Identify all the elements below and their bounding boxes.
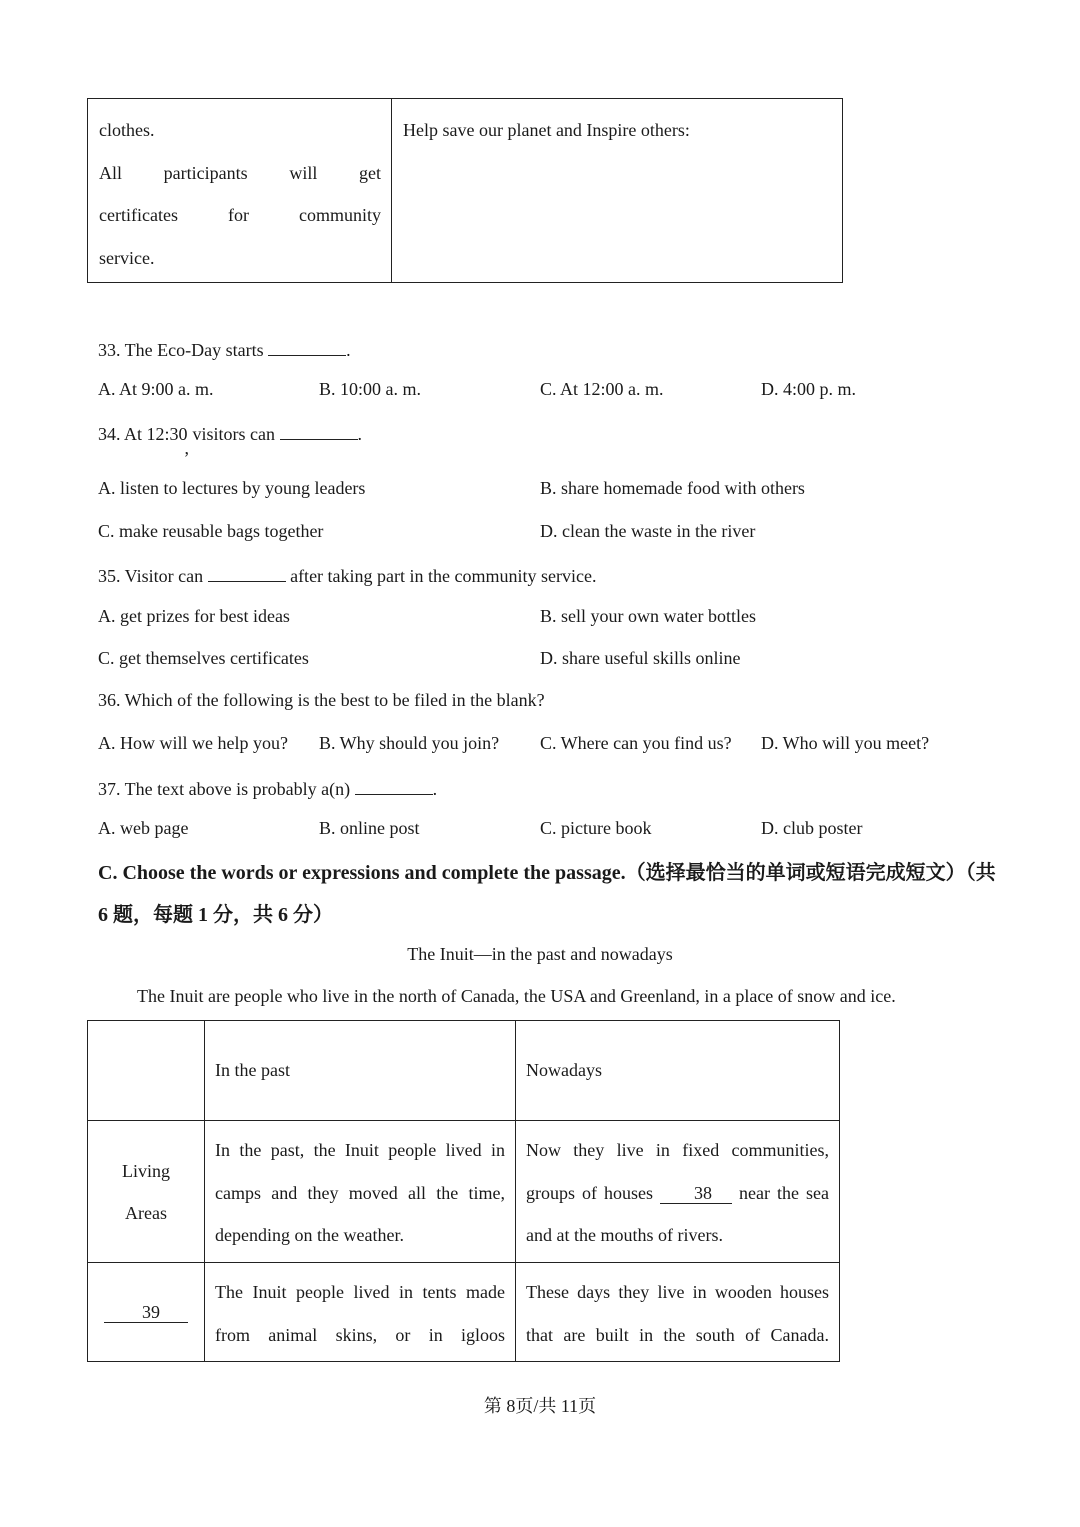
housing-now-cell: [516, 1263, 840, 1362]
living-areas-label-line1: Living: [122, 1160, 170, 1181]
left-line-1: clothes.: [99, 120, 155, 140]
q34-option-a[interactable]: A. listen to lectures by young leaders: [98, 478, 366, 498]
q37-option-b[interactable]: B. online post: [319, 818, 420, 838]
question-33-suffix: .: [346, 340, 351, 360]
question-37-suffix: .: [432, 779, 438, 799]
q37-option-c[interactable]: C. picture book: [540, 818, 652, 838]
question-34: [98, 421, 363, 458]
q36-option-d[interactable]: D. Who will you meet?: [761, 733, 930, 753]
living-areas-past-text: In the past, the Inuit people lived in camps and they moved all the time, depending on the weather.: [215, 1140, 505, 1245]
question-37: [98, 776, 437, 800]
answer-blank-38[interactable]: 38: [660, 1183, 732, 1204]
q34-option-c[interactable]: C. make reusable bags together: [98, 521, 324, 541]
q33-option-d[interactable]: D. 4:00 p. m.: [761, 379, 857, 399]
q35-option-c[interactable]: C. get themselves certificates: [98, 648, 309, 668]
q35-option-b[interactable]: B. sell your own water bottles: [540, 606, 756, 626]
question-34-mid: visitors can: [188, 424, 280, 444]
passage-title: The Inuit—in the past and nowadays: [407, 944, 673, 964]
question-34-prefix: 34. At 12:30: [98, 424, 188, 444]
page-footer: 第 8页/共 11页: [483, 1396, 597, 1416]
left-line-3: certificates for community: [99, 205, 381, 225]
question-35-prefix: 35. Visitor can: [98, 566, 208, 586]
header-past-cell: [205, 1021, 516, 1121]
q37-option-a[interactable]: A. web page: [98, 818, 189, 838]
event-info-table: [87, 98, 843, 283]
q33-option-a[interactable]: A. At 9:00 a. m.: [98, 379, 214, 399]
living-areas-now-text: [526, 1129, 829, 1257]
question-35: [98, 563, 596, 587]
inuit-comparison-table: [87, 1020, 840, 1362]
header-empty-cell: [88, 1021, 205, 1121]
left-line-2: All participants will get: [99, 162, 381, 183]
living-areas-now-cell: [516, 1121, 840, 1263]
housing-past-cell: [205, 1263, 516, 1362]
living-areas-now-before: Now they live in fixed communities, groups of houses: [526, 1140, 829, 1203]
q33-option-b[interactable]: B. 10:00 a. m.: [319, 379, 421, 399]
living-areas-now-after: near the sea and at the mouths of rivers.: [526, 1182, 829, 1245]
header-nowadays-cell: [516, 1021, 840, 1121]
header-past-label: In the past: [215, 1060, 290, 1080]
question-36: 36. Which of the following is the best to be filed in the blank?: [98, 690, 545, 710]
question-37-prefix: 37. The text above is probably a(n): [98, 779, 355, 799]
housing-now-text: These days they live in wooden houses that are built in the south of Canada.: [526, 1282, 829, 1345]
event-info-left-cell: [88, 99, 392, 283]
q36-option-c[interactable]: C. Where can you find us?: [540, 733, 732, 753]
q37-option-d[interactable]: D. club poster: [761, 818, 863, 838]
section-c-heading: C. Choose the words or expressions and complete the passage.（选择最恰当的单词或短语完成短文）（共 6 题，每题 1 分，共 6 分）: [98, 862, 996, 926]
question-35-suffix: after taking part in the community service.: [285, 566, 597, 586]
question-34-comma: ,: [184, 438, 190, 458]
answer-blank-33[interactable]: [268, 337, 346, 356]
q35-option-d[interactable]: D. share useful skills online: [540, 648, 741, 668]
passage-intro: The Inuit are people who live in the north of Canada, the USA and Greenland, in a place of snow and ice.: [137, 986, 896, 1006]
answer-blank-35[interactable]: [208, 563, 286, 582]
living-areas-past-cell: [205, 1121, 516, 1263]
question-34-suffix: .: [357, 424, 363, 444]
question-33-prefix: 33. The Eco-Day starts: [98, 340, 269, 360]
housing-past-text: The Inuit people lived in tents made from animal skins, or in igloos: [215, 1282, 505, 1345]
answer-blank-39[interactable]: 39: [104, 1302, 188, 1323]
q36-option-a[interactable]: A. How will we help you?: [98, 733, 288, 753]
header-nowadays-label: Nowadays: [526, 1060, 602, 1080]
answer-blank-34[interactable]: [280, 421, 358, 440]
q33-option-c[interactable]: C. At 12:00 a. m.: [540, 379, 664, 399]
q35-option-a[interactable]: A. get prizes for best ideas: [98, 606, 290, 626]
row-living-areas-label: [88, 1121, 205, 1263]
row-39-label: [88, 1263, 205, 1362]
q34-option-b[interactable]: B. share homemade food with others: [540, 478, 805, 498]
left-line-4: service.: [99, 247, 155, 268]
q36-option-b[interactable]: B. Why should you join?: [319, 733, 500, 753]
event-info-right-cell: [392, 99, 843, 283]
living-areas-label-line2: Areas: [125, 1202, 167, 1223]
answer-blank-37[interactable]: [355, 776, 433, 795]
question-33: [98, 337, 351, 361]
q34-option-d[interactable]: D. clean the waste in the river: [540, 521, 756, 541]
right-cell-text: Help save our planet and Inspire others:: [403, 120, 690, 140]
